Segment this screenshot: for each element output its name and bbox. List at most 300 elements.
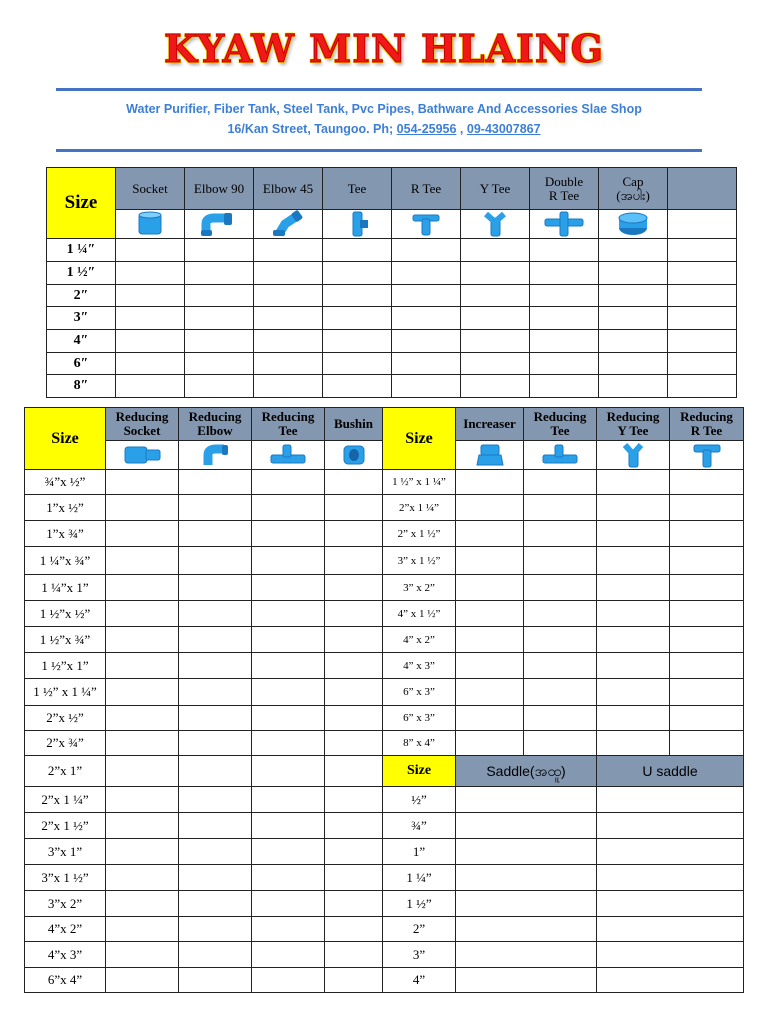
table-row [25,495,744,521]
column-header: Socket [116,168,185,210]
entry-cell[interactable] [254,239,323,262]
entry-cell[interactable] [530,239,599,262]
brand-title: KYAW MIN HLAING [163,26,605,71]
entry-cell[interactable] [116,307,185,330]
entry-cell[interactable] [456,575,524,601]
entry-cell[interactable] [597,787,744,813]
entry-cell[interactable] [325,865,383,891]
entry-cell[interactable] [456,891,597,917]
size-cell: 2”x 1” [25,756,106,787]
tee-icon [323,210,391,238]
entry-cell[interactable] [185,330,254,353]
entry-cell[interactable] [325,787,383,813]
entry-cell[interactable] [254,330,323,353]
entry-cell[interactable] [252,521,325,547]
entry-cell[interactable] [597,942,744,968]
entry-cell[interactable] [179,706,252,731]
entry-cell[interactable] [392,353,461,375]
table-row [25,653,744,679]
entry-cell[interactable] [323,330,392,353]
entry-cell[interactable] [179,627,252,653]
entry-cell[interactable] [116,262,185,285]
entry-cell[interactable] [325,917,383,942]
entry-cell[interactable] [530,307,599,330]
column-header: Elbow 90 [185,168,254,210]
size-header: Size [383,408,456,470]
entry-cell[interactable] [524,601,597,627]
entry-cell[interactable] [325,627,383,653]
reducing-elbow-icon [179,441,251,469]
saddle-size-header: Size [383,756,456,787]
entry-cell[interactable] [524,547,597,575]
entry-cell[interactable] [252,470,325,495]
entry-cell[interactable] [185,353,254,375]
entry-cell[interactable] [325,731,383,756]
entry-cell[interactable] [106,653,179,679]
entry-cell[interactable] [524,575,597,601]
phone-2[interactable]: 09-43007867 [466,122,541,136]
entry-cell[interactable] [323,285,392,307]
reducing-tee-icon [524,441,596,469]
entry-cell[interactable] [670,575,744,601]
entry-cell[interactable] [597,547,670,575]
entry-cell[interactable] [392,285,461,307]
entry-cell[interactable] [254,353,323,375]
entry-cell[interactable] [252,679,325,706]
entry-cell[interactable] [461,262,530,285]
entry-cell[interactable] [106,547,179,575]
entry-cell[interactable] [524,706,597,731]
entry-cell[interactable] [323,353,392,375]
entry-cell[interactable] [179,547,252,575]
entry-cell[interactable] [597,917,744,942]
entry-cell[interactable] [116,285,185,307]
entry-cell[interactable] [116,239,185,262]
entry-cell[interactable] [599,375,668,398]
entry-cell[interactable] [116,375,185,398]
entry-cell[interactable] [179,942,252,968]
top-rule [56,88,702,91]
entry-cell[interactable] [668,239,737,262]
entry-cell[interactable] [456,731,524,756]
entry-cell[interactable] [252,575,325,601]
entry-cell[interactable] [106,756,179,787]
entry-cell[interactable] [179,891,252,917]
entry-cell[interactable] [252,653,325,679]
entry-cell[interactable] [106,968,179,993]
entry-cell[interactable] [456,865,597,891]
size-cell: 1 ½” x 1 ¼” [25,679,106,706]
entry-cell[interactable] [461,330,530,353]
entry-cell[interactable] [325,813,383,839]
entry-cell[interactable] [461,239,530,262]
column-header: Reducing Socket [106,408,179,441]
entry-cell[interactable] [456,495,524,521]
entry-cell[interactable] [456,470,524,495]
entry-cell[interactable] [106,813,179,839]
entry-cell[interactable] [530,375,599,398]
entry-cell[interactable] [392,239,461,262]
entry-cell[interactable] [524,495,597,521]
icon-cell [252,441,325,470]
size-cell: 3”x 1 ½” [25,865,106,891]
entry-cell[interactable] [106,679,179,706]
bushin-icon [325,441,382,469]
icon-cell [599,210,668,239]
entry-cell[interactable] [670,679,744,706]
column-header: Reducing Elbow [179,408,252,441]
entry-cell[interactable] [252,627,325,653]
entry-cell[interactable] [670,627,744,653]
icon-cell [670,441,744,470]
entry-cell[interactable] [106,787,179,813]
size-cell: ½” [383,787,456,813]
table-row [47,375,737,398]
entry-cell[interactable] [392,330,461,353]
size-cell: 4” x 3” [383,653,456,679]
entry-cell[interactable] [524,470,597,495]
entry-cell[interactable] [668,375,737,398]
size-cell: 4”x 2” [25,917,106,942]
entry-cell[interactable] [179,470,252,495]
entry-cell[interactable] [599,307,668,330]
entry-cell[interactable] [106,891,179,917]
entry-cell[interactable] [456,627,524,653]
table-row [25,813,744,839]
entry-cell[interactable] [254,262,323,285]
entry-cell[interactable] [530,330,599,353]
size-cell: 2″ [47,285,116,307]
entry-cell[interactable] [670,653,744,679]
entry-cell[interactable] [185,375,254,398]
column-header: R Tee [392,168,461,210]
entry-cell[interactable] [106,575,179,601]
entry-cell[interactable] [597,470,670,495]
entry-cell[interactable] [597,813,744,839]
size-cell: 3”x 2” [25,891,106,917]
entry-cell[interactable] [116,353,185,375]
entry-cell[interactable] [179,575,252,601]
size-cell: 3” x 2” [383,575,456,601]
entry-cell[interactable] [185,307,254,330]
entry-cell[interactable] [325,470,383,495]
entry-cell[interactable] [106,521,179,547]
entry-cell[interactable] [325,575,383,601]
entry-cell[interactable] [106,627,179,653]
entry-cell[interactable] [530,262,599,285]
entry-cell[interactable] [179,865,252,891]
entry-cell[interactable] [670,521,744,547]
entry-cell[interactable] [252,706,325,731]
entry-cell[interactable] [323,307,392,330]
entry-cell[interactable] [252,787,325,813]
column-header: Reducing Tee [252,408,325,441]
phone-separator: , [456,122,467,136]
entry-cell[interactable] [461,285,530,307]
double-r-tee-icon [530,210,598,238]
entry-cell[interactable] [106,942,179,968]
entry-cell[interactable] [179,679,252,706]
entry-cell[interactable] [670,470,744,495]
entry-cell[interactable] [179,731,252,756]
entry-cell[interactable] [456,679,524,706]
entry-cell[interactable] [106,731,179,756]
entry-cell[interactable] [597,627,670,653]
size-cell: 3” x 1 ½” [383,547,456,575]
entry-cell[interactable] [185,285,254,307]
reducing-y-tee-icon [597,441,669,469]
reducing-fittings-table [24,407,744,993]
entry-cell[interactable] [530,285,599,307]
entry-cell[interactable] [252,942,325,968]
entry-cell[interactable] [179,756,252,787]
reducing-tee-icon [252,441,324,469]
entry-cell[interactable] [524,653,597,679]
elbow-45-icon [254,210,322,238]
entry-cell[interactable] [461,307,530,330]
entry-cell[interactable] [599,353,668,375]
entry-cell[interactable] [325,521,383,547]
table-row [25,521,744,547]
column-header: Double R Tee [530,168,599,210]
entry-cell[interactable] [670,706,744,731]
entry-cell[interactable] [254,307,323,330]
entry-cell[interactable] [252,601,325,627]
entry-cell[interactable] [670,495,744,521]
icon-cell [461,210,530,239]
entry-cell[interactable] [597,968,744,993]
entry-cell[interactable] [179,601,252,627]
icon-cell [597,441,670,470]
entry-cell[interactable] [392,375,461,398]
entry-cell[interactable] [456,521,524,547]
entry-cell[interactable] [254,285,323,307]
entry-cell[interactable] [456,968,597,993]
size-cell: 4”x 3” [25,942,106,968]
size-cell: 1 ½”x ½” [25,601,106,627]
entry-cell[interactable] [252,839,325,865]
entry-cell[interactable] [106,470,179,495]
entry-cell[interactable] [456,601,524,627]
entry-cell[interactable] [252,813,325,839]
size-cell: 4” x 2” [383,627,456,653]
size-cell: 1”x ¾” [25,521,106,547]
entry-cell[interactable] [456,839,597,865]
entry-cell[interactable] [179,917,252,942]
entry-cell[interactable] [668,353,737,375]
entry-cell[interactable] [597,521,670,547]
entry-cell[interactable] [325,679,383,706]
table-row [25,756,744,787]
entry-cell[interactable] [185,262,254,285]
reducing-r-tee-icon [670,441,743,469]
column-header: Reducing Y Tee [597,408,670,441]
entry-cell[interactable] [106,601,179,627]
entry-cell[interactable] [323,239,392,262]
entry-cell[interactable] [530,353,599,375]
size-cell: 4” x 1 ½” [383,601,456,627]
entry-cell[interactable] [252,547,325,575]
table-row [47,353,737,375]
entry-cell[interactable] [456,653,524,679]
entry-cell[interactable] [597,575,670,601]
r-tee-icon [392,210,460,238]
entry-cell[interactable] [179,653,252,679]
entry-cell[interactable] [325,495,383,521]
entry-cell[interactable] [325,942,383,968]
entry-cell[interactable] [325,968,383,993]
entry-cell[interactable] [599,262,668,285]
size-cell: 1 ½” x 1 ¼” [383,470,456,495]
reducing-socket-icon [106,441,178,469]
socket-icon [116,210,184,238]
icon-cell [323,210,392,239]
entry-cell[interactable] [597,653,670,679]
entry-cell[interactable] [325,601,383,627]
size-cell: 6”x 4” [25,968,106,993]
entry-cell[interactable] [670,601,744,627]
size-header: Size [25,408,106,470]
table-row [25,839,744,865]
table-row [25,942,744,968]
entry-cell[interactable] [252,731,325,756]
entry-cell[interactable] [252,495,325,521]
size-cell: 2”x ¾” [25,731,106,756]
entry-cell[interactable] [252,917,325,942]
column-header-saddle: Saddle(အထူ) [456,756,597,787]
icon-cell [254,210,323,239]
size-cell: 1 ½”x ¾” [25,627,106,653]
entry-cell[interactable] [116,330,185,353]
entry-cell[interactable] [106,495,179,521]
icon-cell [392,210,461,239]
entry-cell[interactable] [179,968,252,993]
entry-cell[interactable] [179,787,252,813]
entry-cell[interactable] [524,627,597,653]
entry-cell[interactable] [392,307,461,330]
y-tee-icon [461,210,529,238]
shop-address [0,122,768,136]
table-row [25,865,744,891]
entry-cell[interactable] [456,787,597,813]
entry-cell[interactable] [597,495,670,521]
entry-cell[interactable] [670,731,744,756]
size-cell: 3″ [47,307,116,330]
size-cell: 1”x ½” [25,495,106,521]
icon-cell [106,441,179,470]
icon-cell [530,210,599,239]
entry-cell[interactable] [597,601,670,627]
entry-cell[interactable] [325,706,383,731]
entry-cell[interactable] [392,262,461,285]
size-cell: 8″ [47,375,116,398]
size-cell: 1 ¼”x ¾” [25,547,106,575]
entry-cell[interactable] [524,679,597,706]
entry-cell[interactable] [599,285,668,307]
entry-cell[interactable] [668,262,737,285]
size-cell: 2” x 1 ½” [383,521,456,547]
table-row [25,731,744,756]
phone-1[interactable]: 054-25956 [396,122,457,136]
entry-cell[interactable] [670,547,744,575]
entry-cell[interactable] [597,839,744,865]
entry-cell[interactable] [456,706,524,731]
entry-cell[interactable] [252,891,325,917]
size-cell: 3” [383,942,456,968]
entry-cell[interactable] [252,756,325,787]
size-cell: 6″ [47,353,116,375]
entry-cell[interactable] [325,547,383,575]
entry-cell[interactable] [668,285,737,307]
icon-cell [325,441,383,470]
entry-cell[interactable] [325,653,383,679]
entry-cell[interactable] [597,706,670,731]
entry-cell[interactable] [106,917,179,942]
entry-cell[interactable] [325,839,383,865]
entry-cell[interactable] [106,865,179,891]
column-header-u-saddle: U saddle [597,756,744,787]
entry-cell[interactable] [524,731,597,756]
increaser-icon [456,441,523,469]
entry-cell[interactable] [325,891,383,917]
entry-cell[interactable] [106,839,179,865]
table-row [25,891,744,917]
entry-cell[interactable] [323,375,392,398]
table-row [25,679,744,706]
entry-cell[interactable] [456,917,597,942]
entry-cell[interactable] [456,547,524,575]
entry-cell[interactable] [599,330,668,353]
entry-cell[interactable] [185,239,254,262]
entry-cell[interactable] [179,813,252,839]
column-header: Y Tee [461,168,530,210]
entry-cell[interactable] [597,731,670,756]
entry-cell[interactable] [597,679,670,706]
entry-cell[interactable] [456,942,597,968]
entry-cell[interactable] [106,706,179,731]
entry-cell[interactable] [599,239,668,262]
size-cell: 2”x 1 ¼” [25,787,106,813]
entry-cell[interactable] [179,521,252,547]
size-cell: 1 ½” [383,891,456,917]
entry-cell[interactable] [597,865,744,891]
entry-cell[interactable] [461,353,530,375]
entry-cell[interactable] [254,375,323,398]
entry-cell[interactable] [461,375,530,398]
column-header: Bushin [325,408,383,441]
entry-cell[interactable] [323,262,392,285]
entry-cell[interactable] [668,307,737,330]
size-cell: 2”x 1 ¼” [383,495,456,521]
entry-cell[interactable] [668,330,737,353]
address-text: 16/Kan Street, Taungoo. Ph; [227,122,397,136]
table-row [25,601,744,627]
size-cell: 1 ½″ [47,262,116,285]
icon-cell [456,441,524,470]
entry-cell[interactable] [325,756,383,787]
entry-cell[interactable] [252,865,325,891]
entry-cell[interactable] [456,813,597,839]
entry-cell[interactable] [597,891,744,917]
entry-cell[interactable] [179,495,252,521]
column-header: Tee [323,168,392,210]
icon-cell [524,441,597,470]
size-cell: 4” [383,968,456,993]
entry-cell[interactable] [179,839,252,865]
entry-cell[interactable] [252,968,325,993]
icon-cell [116,210,185,239]
entry-cell[interactable] [524,521,597,547]
